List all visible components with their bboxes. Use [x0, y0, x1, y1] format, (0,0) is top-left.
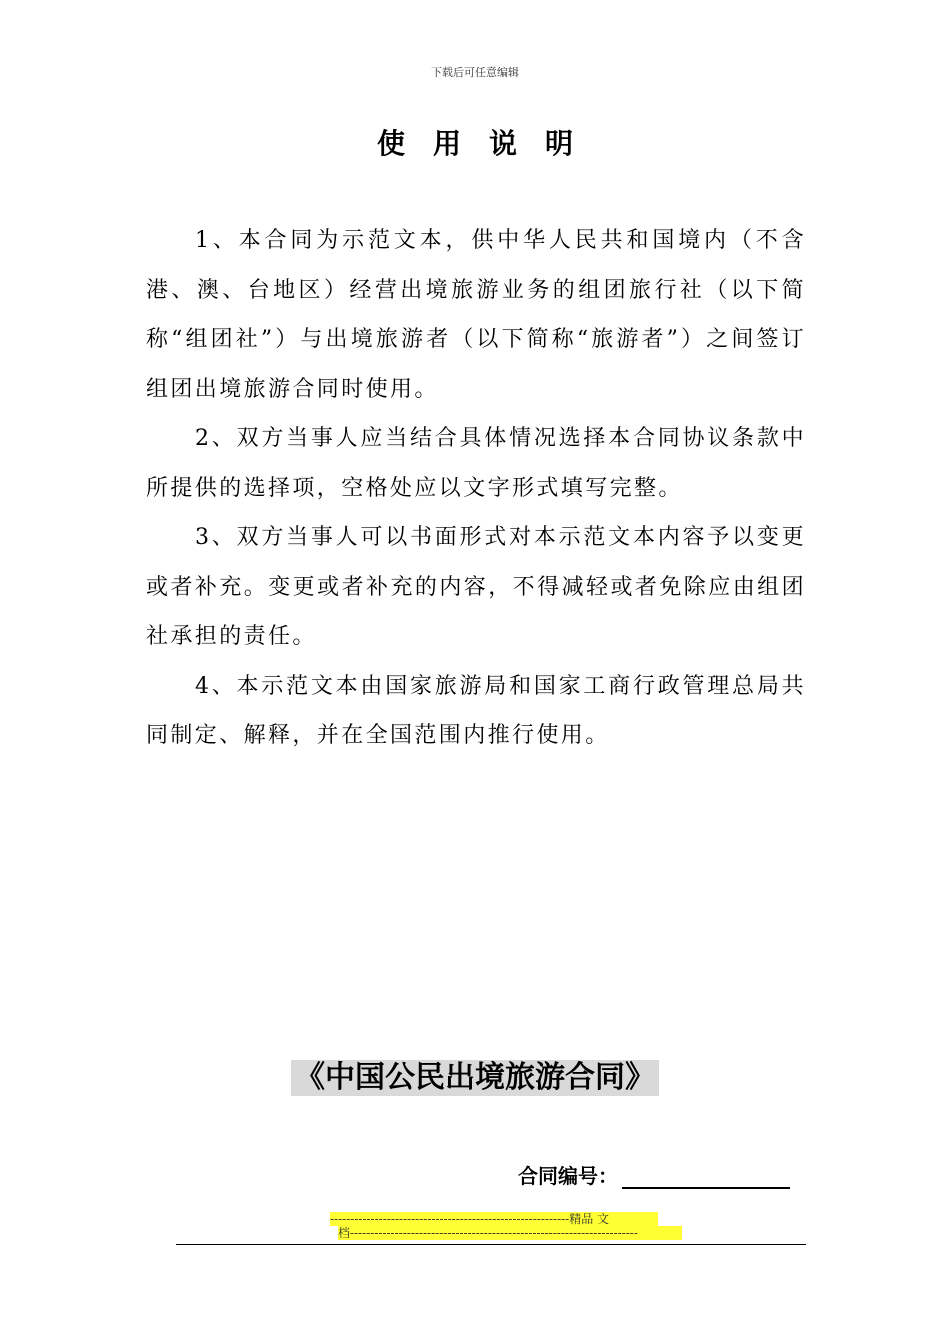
instruction-paragraph-1: 1、本合同为示范文本，供中华人民共和国境内（不含港、澳、台地区）经营出境旅游业务的组团旅行社（以下简称“组团社”）与出境旅游者（以下简称“旅游者”）之间签订组团出境旅游合同时使用。	[146, 228, 806, 402]
footer-stamp-line-1: -----------------------------------------------------------精品 文	[330, 1212, 658, 1226]
footer-stamp	[330, 1212, 682, 1240]
instructions-body	[146, 216, 806, 761]
instruction-paragraph-3: 3、双方当事人可以书面形式对本示范文本内容予以变更或者补充。变更或者补充的内容，不得减轻或者免除应由组团社承担的责任。	[146, 525, 806, 649]
contract-number-blank	[622, 1161, 790, 1189]
footer-stamp-line-2: 档-----------------------------------------------------------------------	[338, 1226, 682, 1240]
contract-number-label: 合同编号：	[518, 1164, 618, 1188]
footer-divider	[176, 1244, 806, 1245]
instruction-paragraph-2: 2、双方当事人应当结合具体情况选择本合同协议条款中所提供的选择项，空格处应以文字形式填写完整。	[146, 426, 806, 501]
instruction-paragraph-4: 4、本示范文本由国家旅游局和国家工商行政管理总局共同制定、解释，并在全国范围内推行使用。	[146, 673, 806, 748]
contract-title: 《中国公民出境旅游合同》	[291, 1060, 659, 1096]
page-title: 使用说明	[376, 127, 601, 160]
contract-number-field	[518, 1160, 790, 1189]
header-note: 下载后可任意编辑	[431, 66, 519, 79]
contract-title-container	[0, 1060, 950, 1096]
